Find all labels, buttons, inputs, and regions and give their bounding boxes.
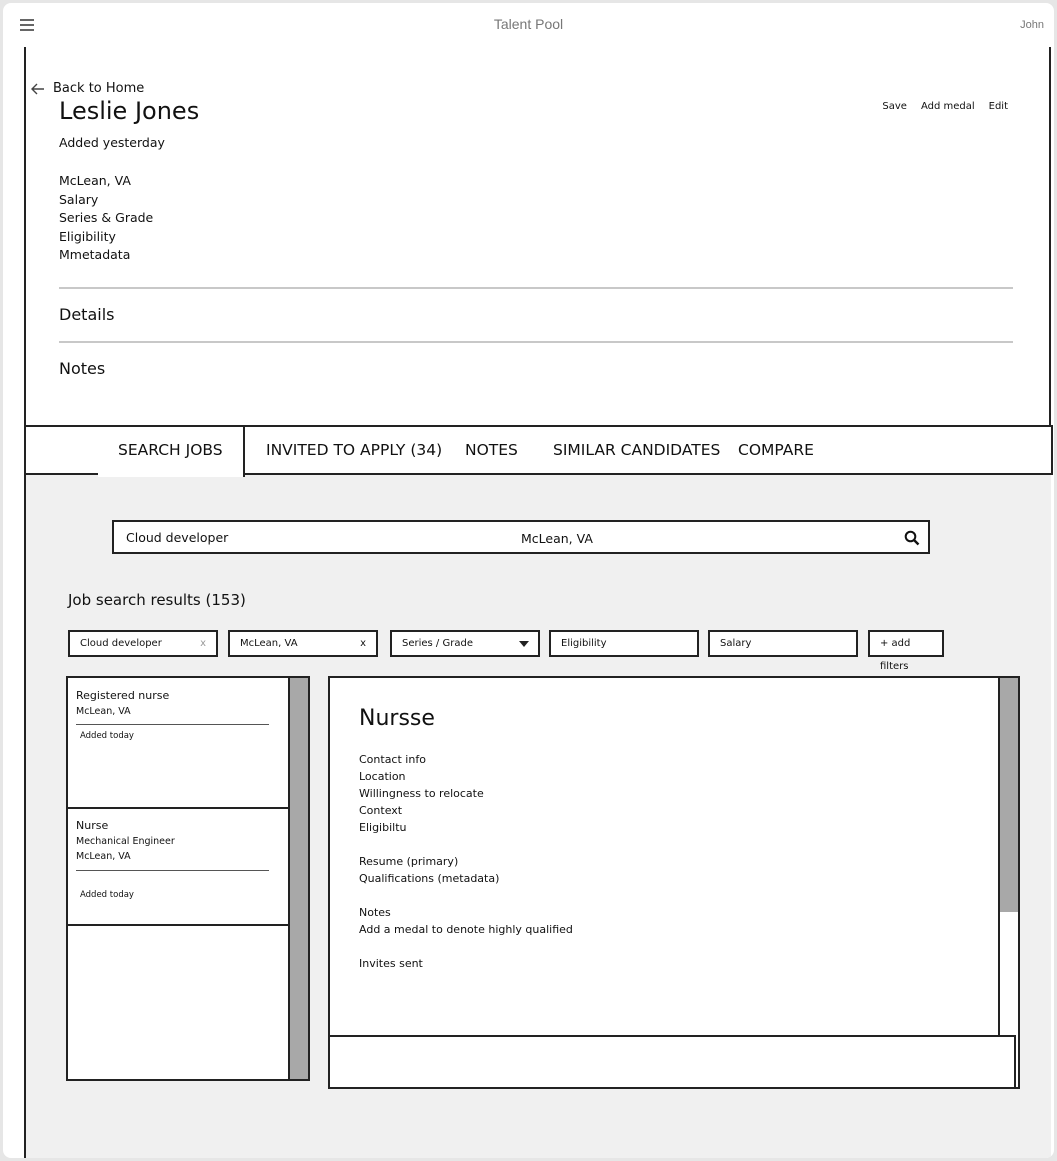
add-filters-label: + add filters [880,638,911,672]
tab-bar [26,425,1053,475]
close-icon[interactable]: x [200,638,206,649]
detail-notes-heading: Notes [359,906,391,919]
job-title: Registered nurse [76,689,170,702]
meta-metadata: Mmetadata [59,247,131,262]
filter-eligibility[interactable] [549,630,699,657]
spacer [359,836,573,853]
tab-notes[interactable]: NOTES [465,441,518,459]
tab-compare[interactable]: COMPARE [738,441,814,459]
filter-series-grade-dropdown[interactable] [390,630,540,657]
add-filters-button[interactable] [868,630,944,672]
notes-section-toggle[interactable]: Notes [59,359,106,378]
save-button[interactable]: Save [882,101,907,112]
list-item[interactable] [68,678,290,809]
job-search-bar[interactable] [112,520,930,554]
filter-location-chip[interactable] [228,630,378,657]
divider [76,724,269,725]
details-section-toggle[interactable]: Details [59,305,115,324]
results-scrollbar[interactable] [288,678,308,1079]
filter-series-label: Series / Grade [402,638,473,649]
search-query-input[interactable]: Cloud developer [126,530,229,545]
app-title: Talent Pool [493,16,564,32]
filter-salary-label: Salary [720,638,752,649]
tab-similar-candidates[interactable]: SIMILAR CANDIDATES [553,441,721,459]
search-location-input[interactable]: McLean, VA [521,531,593,546]
job-location: McLean, VA [76,706,131,717]
detail-location: Location [359,770,406,783]
meta-salary: Salary [59,191,99,207]
job-added: Added today [80,890,134,900]
add-medal-button[interactable]: Add medal [920,101,975,112]
tab-invited-to-apply[interactable]: INVITED TO APPLY (34) [266,441,443,459]
detail-relocate: Willingness to relocate [359,787,484,800]
back-to-home-link[interactable] [31,81,144,96]
tab-spacer [26,427,100,473]
filter-query-label: Cloud developer [80,638,162,649]
list-item[interactable] [68,809,290,926]
meta-eligibility: Eligibility [59,228,116,244]
top-bar [3,3,1054,47]
job-search-area [24,425,1051,1158]
detail-medal-note: Add a medal to denote highly qualified [359,923,573,936]
job-detail-title: Nursse [359,706,435,731]
detail-eligibility: Eligibiltu [359,821,407,834]
filter-query-chip[interactable] [68,630,218,657]
candidate-added-date: Added yesterday [59,135,165,150]
job-added: Added today [80,731,134,741]
close-icon[interactable]: x [360,638,366,649]
meta-series-grade: Series & Grade [59,210,154,225]
detail-scrollbar-track[interactable] [998,912,1018,1037]
filter-location-label: McLean, VA [240,638,298,649]
spacer [359,938,573,955]
app-window [3,3,1054,1158]
divider [59,341,1013,343]
candidate-metadata [59,172,153,265]
detail-invites-sent: Invites sent [359,957,423,970]
arrow-left-icon [31,83,45,95]
edit-button[interactable]: Edit [988,101,1008,112]
results-title: Job search results (153) [68,591,246,609]
detail-scrollbar-thumb[interactable] [998,678,1018,912]
filter-salary[interactable] [708,630,858,657]
search-icon[interactable] [904,530,920,546]
spacer [359,887,573,904]
filter-eligibility-label: Eligibility [561,638,607,649]
divider [59,287,1013,289]
detail-resume[interactable]: Resume (primary) [359,855,459,868]
detail-context: Context [359,804,403,817]
panel-border [1049,47,1051,427]
job-title: Nurse [76,819,109,832]
user-name[interactable]: John [1020,19,1044,31]
job-detail-fields [359,751,573,972]
job-detail-panel [328,676,1020,1089]
profile-actions [882,101,1008,112]
divider [76,870,269,871]
job-location: McLean, VA [76,851,131,862]
candidate-name: Leslie Jones [59,97,200,125]
detail-footer-bar [328,1035,1016,1089]
chevron-down-icon [519,641,529,647]
detail-qualifications: Qualifications (metadata) [359,872,500,885]
detail-contact-info: Contact info [359,753,426,766]
results-list[interactable] [66,676,310,1081]
job-subtitle: Mechanical Engineer [76,836,175,847]
tab-search-jobs[interactable]: SEARCH JOBS [98,427,245,477]
meta-location: McLean, VA [59,173,131,188]
back-link-label: Back to Home [53,81,145,96]
